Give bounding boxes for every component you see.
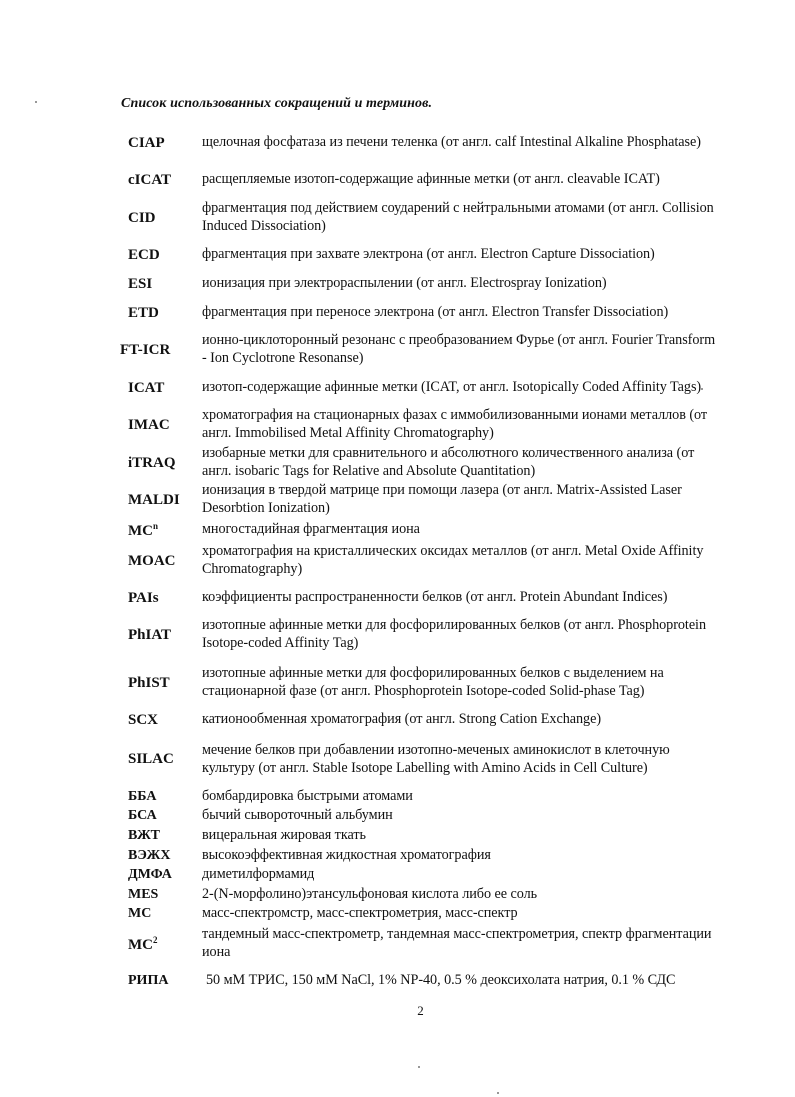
- glossary-entry-pais: [120, 580, 720, 616]
- term: ESI: [128, 275, 153, 292]
- term: PhIST: [128, 674, 170, 691]
- term: FT-ICR: [120, 341, 171, 358]
- scan-speck: [35, 101, 37, 103]
- definition: 2-(N-морфолино)этансульфоновая кислота либо ее соль: [202, 886, 538, 903]
- term: РИПА: [128, 973, 169, 988]
- term: БСА: [128, 808, 157, 823]
- term: iTRAQ: [128, 454, 176, 471]
- glossary-entry-itraq: [120, 445, 720, 481]
- glossary-entry-esi: [120, 275, 720, 293]
- term: ICAT: [128, 379, 165, 396]
- term: ВЭЖХ: [128, 848, 171, 863]
- term: MOAC: [128, 552, 176, 569]
- definition: фрагментация при захвате электрона (от англ. Electron Capture Dissociation): [202, 246, 655, 263]
- glossary-entry-dmfa: [120, 866, 720, 884]
- definition: ионно-циклоторонный резонанс с преобразованием Фурье (от англ. Fourier Transform - Ion Cyclotrone Resonanse): [202, 332, 716, 366]
- glossary-entry-phiat: [120, 617, 720, 653]
- definition: изотопные афинные метки для фосфорилированных белков (от англ. Phosphoprotein Isotope-coded Affinity Tag): [202, 617, 706, 651]
- definition: масс-спектромстр, масс-спектрометрия, масс-спектр: [202, 905, 518, 922]
- definition: многостадийная фрагментация иона: [202, 521, 420, 538]
- term: CID: [128, 209, 156, 226]
- term: CIAP: [128, 134, 165, 151]
- glossary-entry-vzht: [120, 827, 720, 845]
- definition: фрагментация под действием соударений с нейтральными атомами (от англ. Collision Induced Dissociation): [202, 200, 714, 234]
- definition: мечение белков при добавлении изотопно-меченых аминокислот в клеточную культуру (от англ. Stable Isotope Labelling with Amino Acids in Cell Culture): [202, 741, 670, 776]
- definition: коэффициенты распространенности белков (от англ. Protein Abundant Indices): [202, 589, 668, 606]
- glossary-entry-phist: [120, 665, 720, 701]
- glossary-entry-imac: [120, 407, 720, 443]
- glossary-entry-ripa: [120, 963, 720, 999]
- definition: изотоп-содержащие афинные метки (ICAT, от англ. Isotopically Coded Affinity Tags): [202, 379, 702, 396]
- glossary-entry-ciap: [120, 125, 720, 161]
- glossary-entry-bba: [120, 788, 720, 806]
- scan-speck: [418, 1066, 420, 1068]
- term: ББА: [128, 789, 157, 804]
- definition: щелочная фосфатаза из печени теленка (от англ. calf Intestinal Alkaline Phosphatase): [202, 134, 701, 151]
- glossary-entry-vezhkh: [120, 847, 720, 865]
- definition: ионизация при электрораспылении (от англ. Electrospray Ionization): [202, 275, 607, 292]
- glossary-entry-silac: [120, 733, 720, 786]
- glossary-entry-bsa: [120, 807, 720, 825]
- definition: ионизация в твердой матрице при помощи лазера (от англ. Matrix-Assisted Laser Desorbtion Ionization): [202, 482, 682, 516]
- scan-speck: [701, 388, 703, 390]
- term-superscript: n: [153, 520, 159, 531]
- glossary-entry-scx: [120, 711, 720, 729]
- page-number: 2: [417, 1003, 424, 1018]
- glossary-entry-moac: [120, 543, 720, 579]
- definition: изотопные афинные метки для фосфорилированных белков с выделением на стационарной фазе (от англ. Phosphoprotein Isotope-coded Solid-phase Tag): [202, 665, 664, 699]
- term: ДМФА: [128, 867, 172, 882]
- definition: хроматография на стационарных фазах с иммобилизованными ионами металлов (от англ. Immobilised Metal Affinity Chromatography): [202, 407, 708, 441]
- definition: бычий сывороточный альбумин: [202, 807, 393, 824]
- glossary-entry-cicat: [120, 171, 720, 189]
- term-text: MC: [128, 936, 153, 953]
- term: ETD: [128, 304, 159, 321]
- term: МС: [128, 906, 152, 921]
- definition: 50 мМ ТРИС, 150 мМ NaCl, 1% NP-40, 0.5 % деоксихолата натрия, 0.1 % СДС: [206, 972, 676, 989]
- glossary-entry-ft-icr: [120, 332, 720, 368]
- term: MES: [128, 887, 159, 902]
- scan-speck: [497, 1092, 499, 1094]
- term: cICAT: [128, 171, 172, 188]
- definition: хроматография на кристаллических оксидах металлов (от англ. Metal Oxide Affinity Chromatography): [202, 543, 704, 577]
- glossary-entry-etd: [120, 295, 720, 331]
- definition: высокоэффективная жидкостная хроматография: [202, 847, 491, 864]
- term-text: MC: [128, 522, 153, 539]
- term: SILAC: [128, 751, 174, 767]
- definition: диметилформамид: [202, 866, 315, 883]
- glossary-entry-icat: [120, 370, 720, 406]
- glossary-entry-ms2: [120, 926, 720, 962]
- definition: изобарные метки для сравнительного и абсолютного количественного анализа (от англ. isobaric Tags for Relative and Absolute Quantitation): [202, 445, 695, 479]
- glossary-entry-maldi: [120, 482, 720, 518]
- term: SCX: [128, 711, 159, 728]
- definition: расщепляемые изотоп-содержащие афинные метки (от англ. cleavable ICAT): [202, 171, 660, 188]
- definition: тандемный масс-спектрометр, тандемная масс-спектрометрия, спектр фрагментации иона: [202, 926, 712, 960]
- definition: катионообменная хроматография (от англ. Strong Cation Exchange): [202, 711, 601, 728]
- term: [120, 521, 202, 540]
- term: MALDI: [128, 491, 180, 508]
- term: ECD: [128, 246, 160, 263]
- term: IMAC: [128, 416, 170, 433]
- glossary-entry-ecd: [120, 246, 720, 264]
- term-superscript: 2: [153, 934, 158, 945]
- glossary-entry-cid: [120, 200, 720, 236]
- glossary-entry-ms: [120, 905, 720, 923]
- definition: вицеральная жировая ткать: [202, 827, 366, 844]
- definition: фрагментация при переносе электрона (от англ. Electron Transfer Dissociation): [202, 304, 669, 321]
- page-heading: Список использованных сокращений и терминов.: [121, 96, 433, 111]
- term: PhIAT: [128, 626, 172, 643]
- definition: бомбардировка быстрыми атомами: [202, 788, 413, 805]
- term: ВЖТ: [128, 828, 160, 843]
- term: [120, 935, 202, 954]
- glossary-entry-mcn: [120, 521, 720, 539]
- glossary-entry-mes: [120, 886, 720, 904]
- term: PAIs: [128, 589, 159, 606]
